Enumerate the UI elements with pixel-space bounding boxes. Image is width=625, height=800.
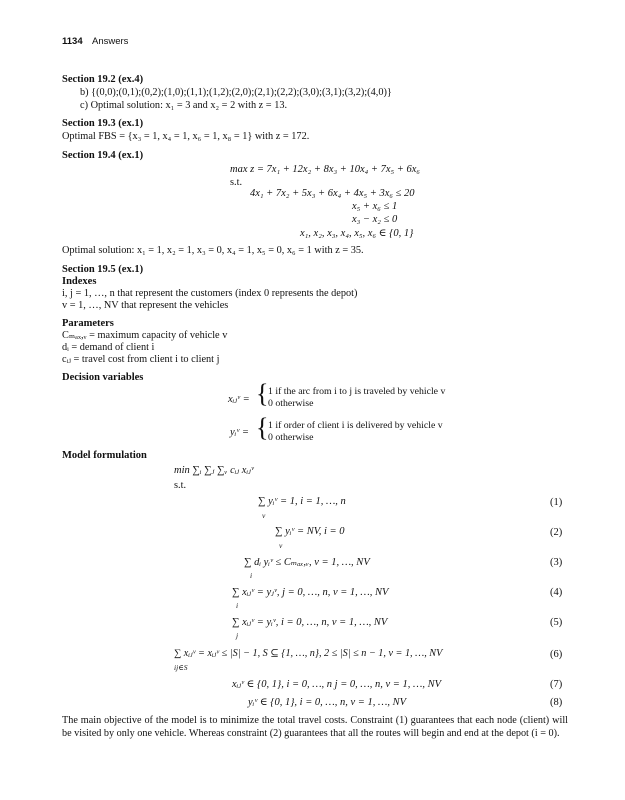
constraint-6-index: ij∈S: [174, 663, 188, 672]
running-title: Answers: [92, 36, 129, 47]
s194-solution: Optimal solution: x₁ = 1, x₂ = 1, x₃ = 0, x₄ = 1, x₅ = 0, x₆ = 1 with z = 35.: [62, 245, 364, 256]
decision-variables-heading: Decision variables: [62, 372, 144, 383]
constraint-1-index: v: [262, 511, 266, 520]
s192-part-c: c) Optimal solution: x₁ = 3 and x₂ = 2 with z = 13.: [80, 100, 288, 111]
page-number: 1134: [62, 36, 83, 47]
constraint-3-number: (3): [550, 557, 563, 568]
s194-constraint-4: x₁, x₂, x₃, x₄, x₅, x₆ ∈ {0, 1}: [300, 228, 414, 239]
param-cmax: Cₘₐₓ,ᵥ = maximum capacity of vehicle v: [62, 330, 228, 341]
constraint-6: ∑ xᵢⱼᵛ = xᵢⱼᵛ ≤ |S| − 1, S ⊆ {1, …, n}, 2 ≤ |S| ≤ n − 1, v = 1, …, NV: [174, 648, 443, 659]
model-st: s.t.: [174, 480, 187, 491]
constraint-1: ∑ yᵢᵛ = 1, i = 1, …, n: [258, 496, 346, 507]
x-variable-brace: {: [256, 379, 269, 408]
constraint-7: xᵢⱼᵛ ∈ {0, 1}, i = 0, …, n j = 0, …, n, v = 1, …, NV: [232, 679, 442, 690]
x-variable-lhs: xᵢⱼᵛ =: [228, 394, 250, 405]
constraint-6-number: (6): [550, 649, 563, 660]
y-variable-lhs: yᵢᵛ =: [230, 427, 249, 438]
section-19-5-heading: Section 19.5 (ex.1): [62, 264, 144, 275]
constraint-5: ∑ xᵢⱼᵛ = yᵢᵛ, i = 0, …, n, v = 1, …, NV: [232, 617, 388, 628]
constraint-8: yᵢᵛ ∈ {0, 1}, i = 0, …, n, v = 1, …, NV: [248, 697, 407, 708]
y-variable-brace: {: [256, 413, 269, 442]
param-demand: dᵢ = demand of client i: [62, 342, 155, 353]
section-19-2-heading: Section 19.2 (ex.4): [62, 74, 144, 85]
s192-part-b: b) {(0,0);(0,1);(0,2);(1,0);(1,1);(1,2);(2,0);(2,1);(2,2);(3,0);(3,1);(3,2);(4,0)}: [80, 87, 392, 98]
index-v: v = 1, …, NV that represent the vehicles: [62, 300, 229, 311]
constraint-3-index: i: [250, 571, 253, 580]
param-cost: cᵢⱼ = travel cost from client i to client j: [62, 354, 220, 365]
s194-st: s.t.: [230, 177, 243, 188]
constraint-2-index: v: [279, 541, 283, 550]
indexes-heading: Indexes: [62, 276, 97, 287]
constraint-3: ∑ dᵢ yᵢᵛ ≤ Cₘₐₓ,ᵥ, v = 1, …, NV: [244, 557, 370, 568]
constraint-5-number: (5): [550, 617, 563, 628]
x-variable-case-1: 1 if the arc from i to j is traveled by vehicle v: [268, 386, 446, 397]
s194-constraint-3: x₃ − x₂ ≤ 0: [352, 214, 398, 225]
parameters-heading: Parameters: [62, 318, 114, 329]
constraint-4: ∑ xᵢⱼᵛ = yⱼᵛ, j = 0, …, n, v = 1, …, NV: [232, 587, 389, 598]
s194-constraint-2: x₅ + x₆ ≤ 1: [352, 201, 398, 212]
constraint-4-index: i: [236, 601, 239, 610]
s194-objective: max z = 7x₁ + 12x₂ + 8x₃ + 10x₄ + 7x₅ + 6x₆: [230, 164, 421, 175]
model-formulation-heading: Model formulation: [62, 450, 147, 461]
x-variable-case-2: 0 otherwise: [268, 398, 314, 409]
constraint-7-number: (7): [550, 679, 563, 690]
model-objective: min ∑ᵢ ∑ⱼ ∑ᵥ cᵢⱼ xᵢⱼᵛ: [174, 465, 254, 476]
constraint-4-number: (4): [550, 587, 563, 598]
index-i-j: i, j = 1, …, n that represent the customers (index 0 represents the depot): [62, 288, 358, 299]
s194-constraint-1: 4x₁ + 7x₂ + 5x₃ + 6x₄ + 4x₅ + 3x₆ ≤ 20: [250, 188, 415, 199]
model-explanation-paragraph: The main objective of the model is to minimize the total travel costs. Constraint (1) guarantees that each node (client) will be visited by only one vehicle. Whereas constraint (2) guarantees that all the routes will begin and end at the depot (i = 0).: [62, 715, 568, 739]
constraint-5-index: j: [236, 631, 239, 640]
constraint-8-number: (8): [550, 697, 563, 708]
section-19-4-heading: Section 19.4 (ex.1): [62, 150, 144, 161]
constraint-1-number: (1): [550, 497, 563, 508]
y-variable-case-2: 0 otherwise: [268, 432, 314, 443]
constraint-2: ∑ yᵢᵛ = NV, i = 0: [275, 526, 345, 537]
section-19-3-heading: Section 19.3 (ex.1): [62, 118, 144, 129]
y-variable-case-1: 1 if order of client i is delivered by vehicle v: [268, 420, 443, 431]
constraint-2-number: (2): [550, 527, 563, 538]
s193-text: Optimal FBS = {x₃ = 1, x₄ = 1, x₆ = 1, x₈ = 1} with z = 172.: [62, 131, 310, 142]
